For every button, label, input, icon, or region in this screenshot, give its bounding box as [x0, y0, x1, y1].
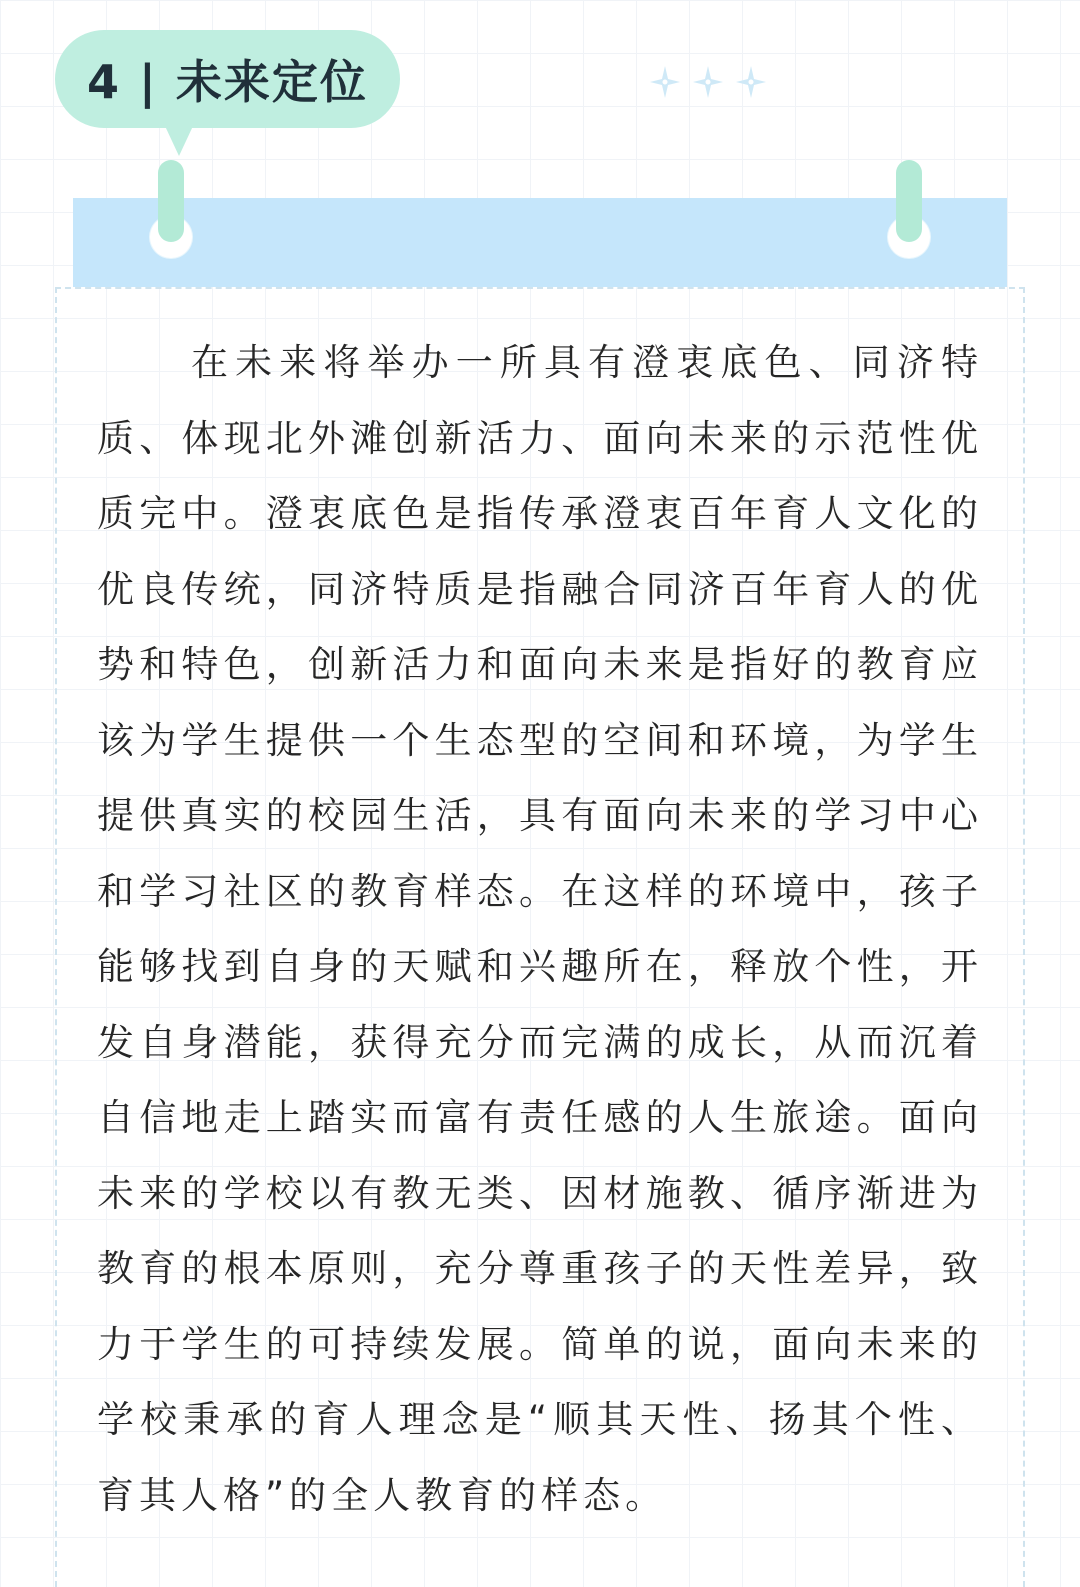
sparkles-icon — [650, 62, 780, 102]
section-title: 4 | 未来定位 — [87, 55, 368, 109]
section-header-badge — [55, 30, 400, 128]
binder-hook-left — [158, 160, 184, 242]
article-paragraph: 在未来将举办一所具有澄衷底色、同济特质、体现北外滩创新活力、面向未来的示范性优质完中。澄衷底色是指传承澄衷百年育人文化的优良传统，同济特质是指融合同济百年育人的优势和特色，创新活力和面向未来是指好的教育应该为学生提供一个生态型的空间和环境，为学生提供真实的校园生活，具有面向未来的学习中心和学习社区的教育样态。在这样的环境中，孩子能够找到自身的天赋和兴趣所在，释放个性，开发自身潜能，获得充分而完满的成长，从而沉着自信地走上踏实而富有责任感的人生旅途。面向未来的学校以有教无类、因材施教、循序渐进为教育的根本原则，充分尊重孩子的天性差异，致力于学生的可持续发展。简单的说，面向未来的学校秉承的育人理念是“顺其天性、扬其个性、育其人格”的全人教育的样态。 — [97, 341, 983, 1517]
notepad-header-bar — [73, 198, 1007, 287]
binder-hook-right — [896, 160, 922, 242]
